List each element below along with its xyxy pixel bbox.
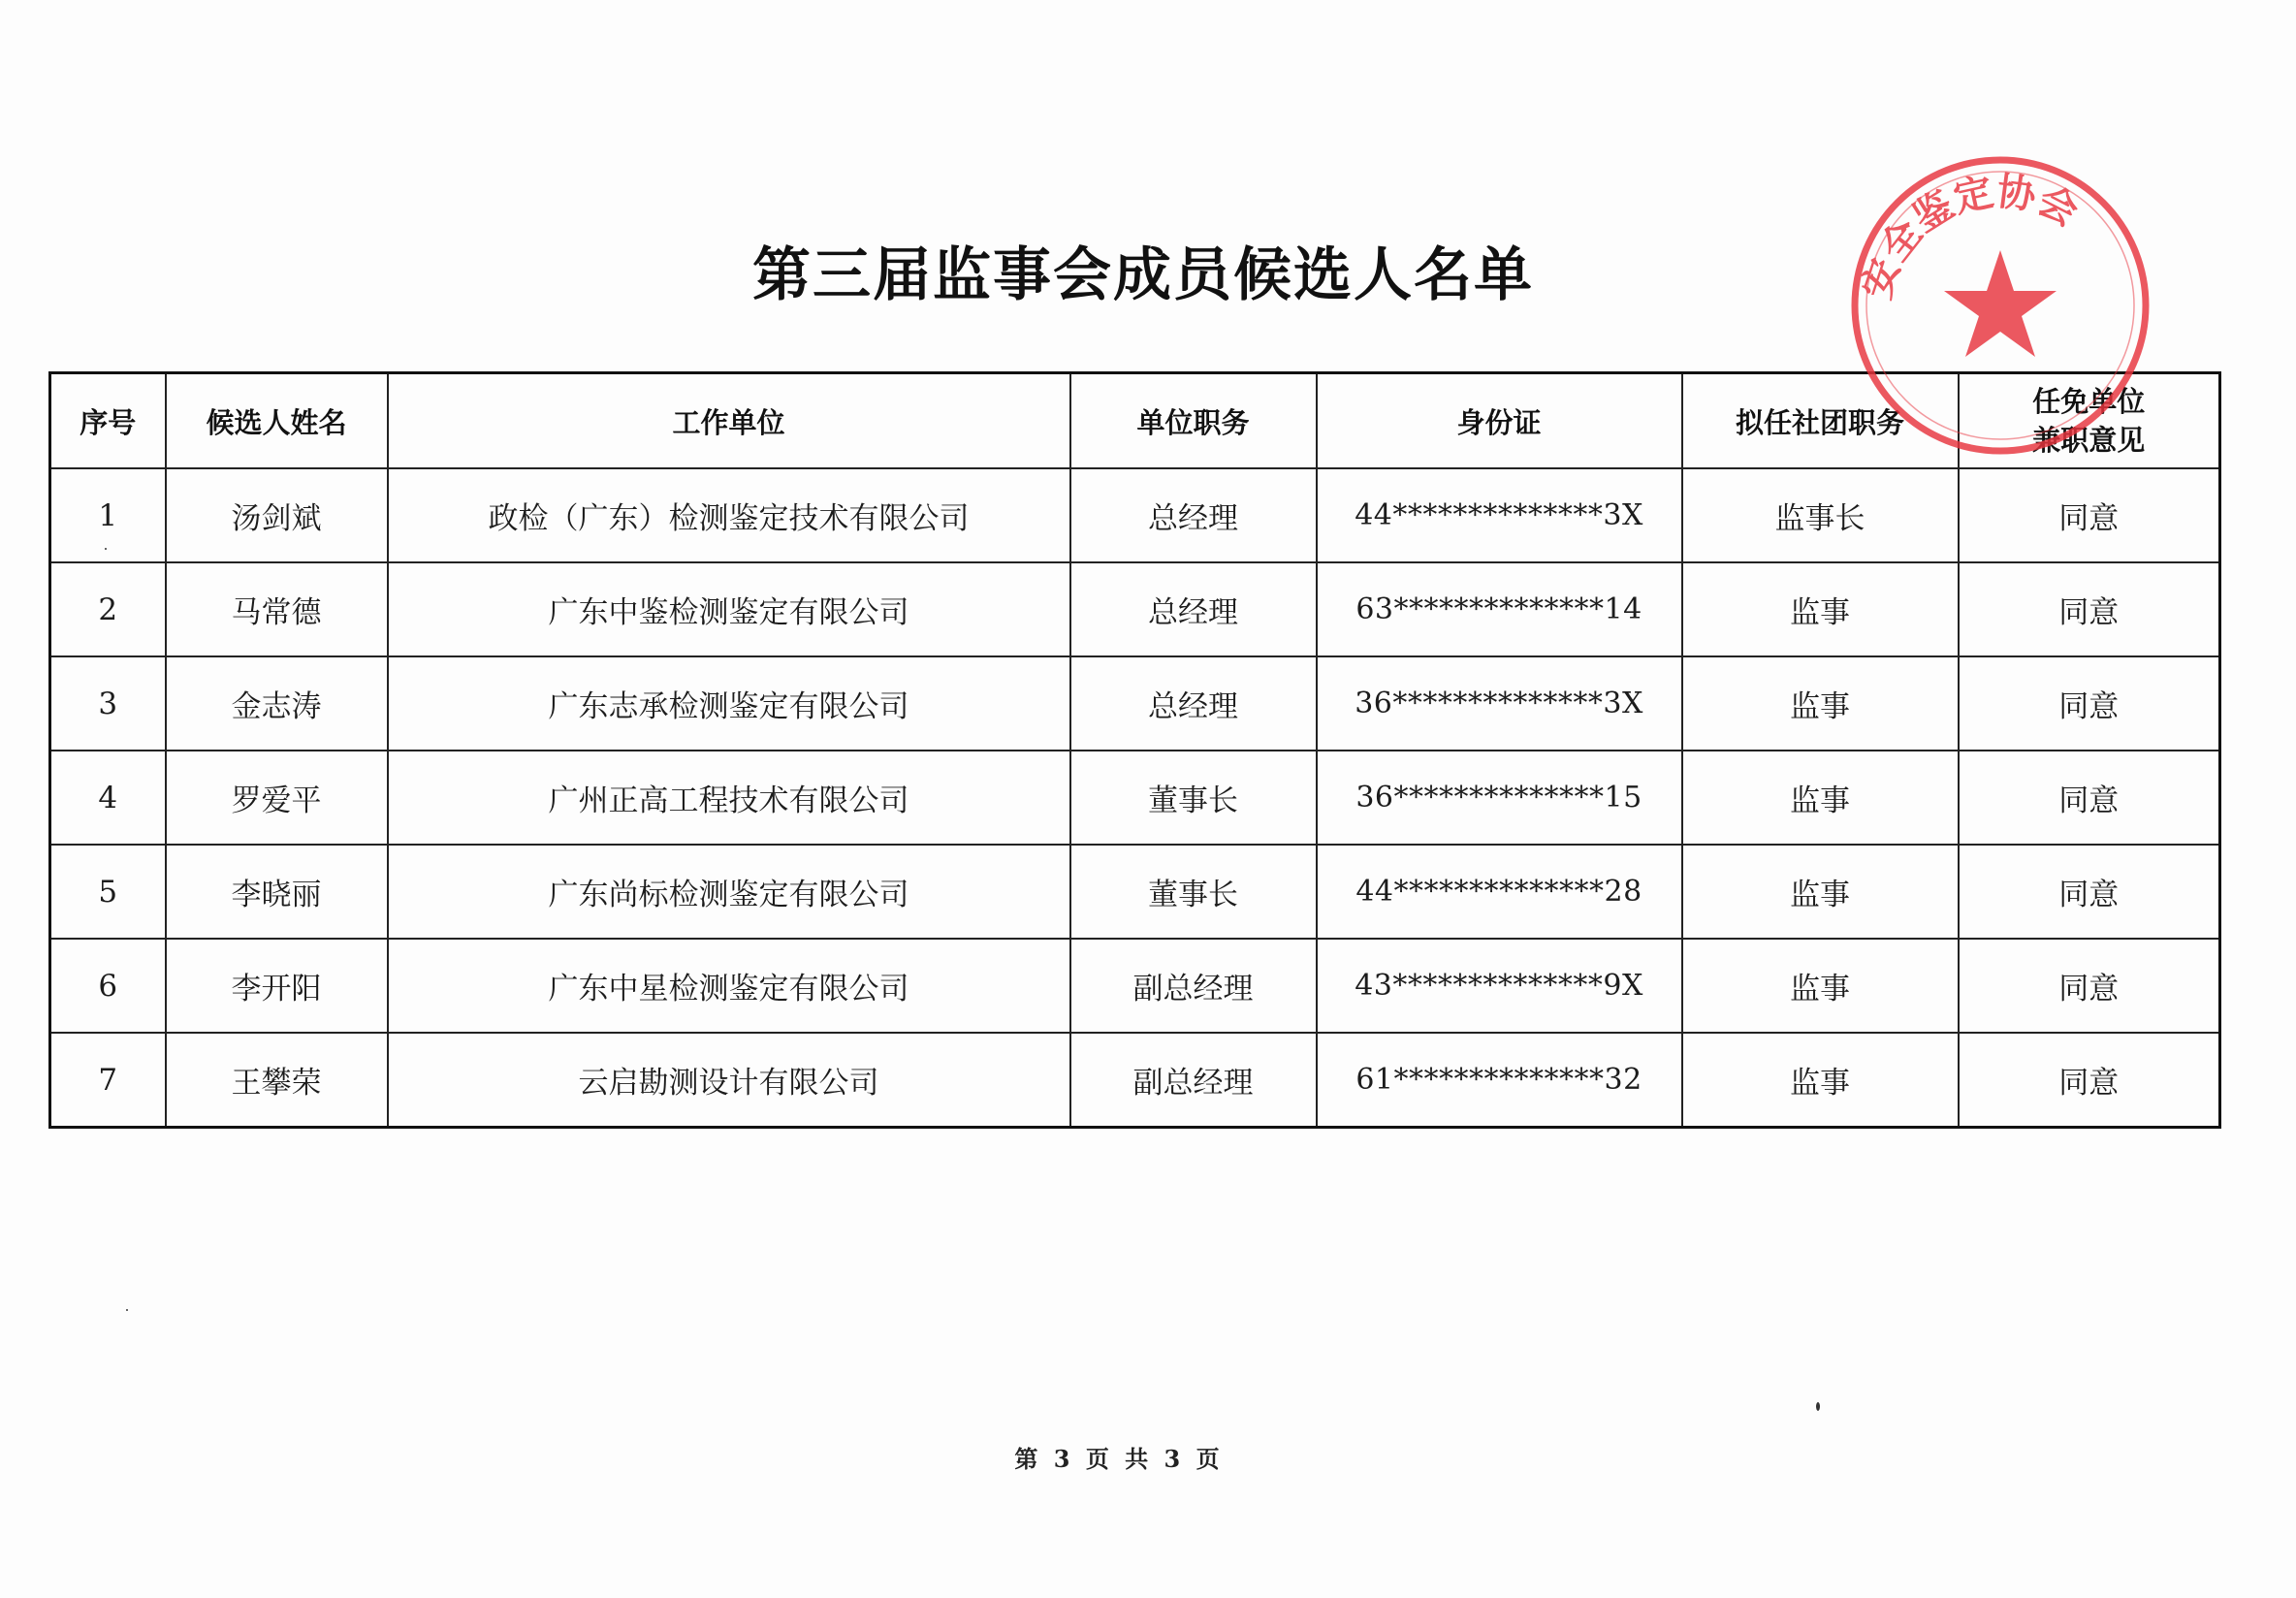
table-row [50,656,2220,751]
header-proposed-role: 拟任社团职务 [1682,373,1959,469]
cell-id-card: 63**************14 [1317,562,1682,656]
cell-id-card: 61**************32 [1317,1033,1682,1128]
page-number: 第 3 页 共 3 页 [1014,1445,1224,1473]
cell-name: 李晓丽 [166,845,388,939]
cell-id-card: 36**************3X [1317,656,1682,751]
cell-employer: 广东中鉴检测鉴定有限公司 [388,562,1070,656]
cell-employer: 云启勘测设计有限公司 [388,1033,1070,1128]
cell-position: 总经理 [1070,656,1317,751]
cell-position: 副总经理 [1070,939,1317,1033]
cell-name: 汤剑斌 [166,468,388,562]
cell-proposed-role: 监事 [1682,751,1959,845]
table-row [50,751,2220,845]
cell-position: 董事长 [1070,751,1317,845]
table-header-row [50,373,2220,469]
cell-position: 副总经理 [1070,1033,1317,1128]
cell-proposed-role: 监事 [1682,1033,1959,1128]
cell-proposed-role: 监事长 [1682,468,1959,562]
cell-proposed-role: 监事 [1682,656,1959,751]
cell-name: 马常德 [166,562,388,656]
cell-id-card: 44**************3X [1317,468,1682,562]
cell-proposed-role: 监事 [1682,845,1959,939]
cell-approval: 同意 [1959,656,2220,751]
cell-id-card: 44**************28 [1317,845,1682,939]
cell-employer: 广东志承检测鉴定有限公司 [388,656,1070,751]
candidate-table [48,371,2221,1129]
cell-employer: 政检（广东）检测鉴定技术有限公司 [388,468,1070,562]
table-row [50,1033,2220,1128]
cell-approval: 同意 [1959,751,2220,845]
scan-speck [105,548,107,550]
cell-employer: 广东尚标检测鉴定有限公司 [388,845,1070,939]
cell-index: 1 [50,468,166,562]
header-approval-line1: 任免单位 [2032,385,2146,418]
table-row [50,939,2220,1033]
cell-name: 李开阳 [166,939,388,1033]
scan-speck [1816,1402,1820,1411]
table-row [50,845,2220,939]
cell-id-card: 36**************15 [1317,751,1682,845]
cell-index: 7 [50,1033,166,1128]
cell-proposed-role: 监事 [1682,562,1959,656]
cell-name: 罗爱平 [166,751,388,845]
header-position: 单位职务 [1070,373,1317,469]
cell-employer: 广东中星检测鉴定有限公司 [388,939,1070,1033]
cell-approval: 同意 [1959,939,2220,1033]
cell-name: 金志涛 [166,656,388,751]
cell-approval: 同意 [1959,1033,2220,1128]
header-approval-line2: 兼职意见 [2032,424,2146,457]
cell-index: 3 [50,656,166,751]
cell-position: 总经理 [1070,468,1317,562]
cell-index: 6 [50,939,166,1033]
header-name: 候选人姓名 [166,373,388,469]
cell-position: 总经理 [1070,562,1317,656]
document-title [0,229,2296,312]
cell-index: 4 [50,751,166,845]
table-body [50,468,2220,1128]
table-row [50,468,2220,562]
cell-position: 董事长 [1070,845,1317,939]
cell-index: 5 [50,845,166,939]
header-id-card: 身份证 [1317,373,1682,469]
header-index: 序号 [50,373,166,469]
cell-approval: 同意 [1959,562,2220,656]
scan-speck [126,1309,128,1311]
cell-proposed-role: 监事 [1682,939,1959,1033]
cell-index: 2 [50,562,166,656]
cell-employer: 广州正高工程技术有限公司 [388,751,1070,845]
page-footer [0,1440,2296,1474]
cell-name: 王攀荣 [166,1033,388,1128]
cell-approval: 同意 [1959,468,2220,562]
seal-text: 安全鉴定协会 [1853,168,2086,304]
header-approval [1959,373,2220,469]
table-row [50,562,2220,656]
cell-approval: 同意 [1959,845,2220,939]
cell-id-card: 43**************9X [1317,939,1682,1033]
document-title-text: 第三届监事会成员候选人名单 [752,241,1534,309]
header-employer: 工作单位 [388,373,1070,469]
